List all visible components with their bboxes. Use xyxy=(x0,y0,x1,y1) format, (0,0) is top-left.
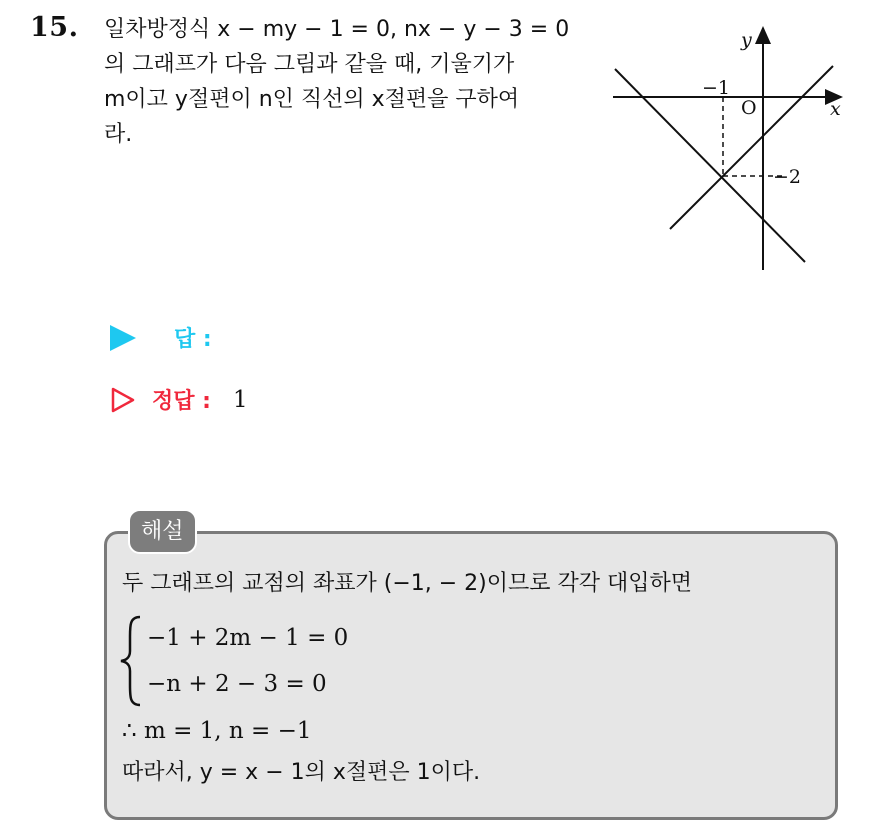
correct-answer-label: 정답 : xyxy=(152,389,211,414)
origin-label: O xyxy=(741,97,757,119)
solution-tag: 해설 xyxy=(128,509,197,554)
answer-row xyxy=(110,322,212,353)
solution-result: ∴ m = 1, n = −1 xyxy=(122,718,312,744)
play-arrow-icon xyxy=(110,325,136,351)
line-increasing xyxy=(670,66,833,229)
correct-answer-value: 1 xyxy=(232,386,248,413)
outline-arrow-icon xyxy=(110,386,136,414)
question-line: 라. xyxy=(104,122,133,147)
question-line: 일차방정식 x − my − 1 = 0, nx − y − 3 = 0 xyxy=(104,17,570,42)
question-text xyxy=(104,12,592,152)
system-equation: −1 + 2m − 1 = 0 xyxy=(147,625,349,651)
axis-y-label: y xyxy=(741,29,752,51)
system-equation: −n + 2 − 3 = 0 xyxy=(147,671,327,697)
solution-intro: 두 그래프의 교점의 좌표가 (−1, − 2)이므로 각각 대입하면 xyxy=(122,571,693,596)
brace-icon xyxy=(118,615,144,707)
solution-conclusion: 따라서, y = x − 1의 x절편은 1이다. xyxy=(122,760,481,785)
correct-answer-row xyxy=(110,384,248,415)
question-number: 15. xyxy=(30,12,79,43)
answer-label: 답 : xyxy=(174,327,212,352)
y-tick-label: −2 xyxy=(773,166,802,188)
question-line: m이고 y절편이 n인 직선의 x절편을 구하여 xyxy=(104,87,520,112)
axis-x-label: x xyxy=(830,98,841,120)
question-line: 의 그래프가 다음 그림과 같을 때, 기울기가 xyxy=(104,52,515,77)
x-tick-label: −1 xyxy=(702,77,731,99)
coordinate-graph xyxy=(605,22,855,277)
